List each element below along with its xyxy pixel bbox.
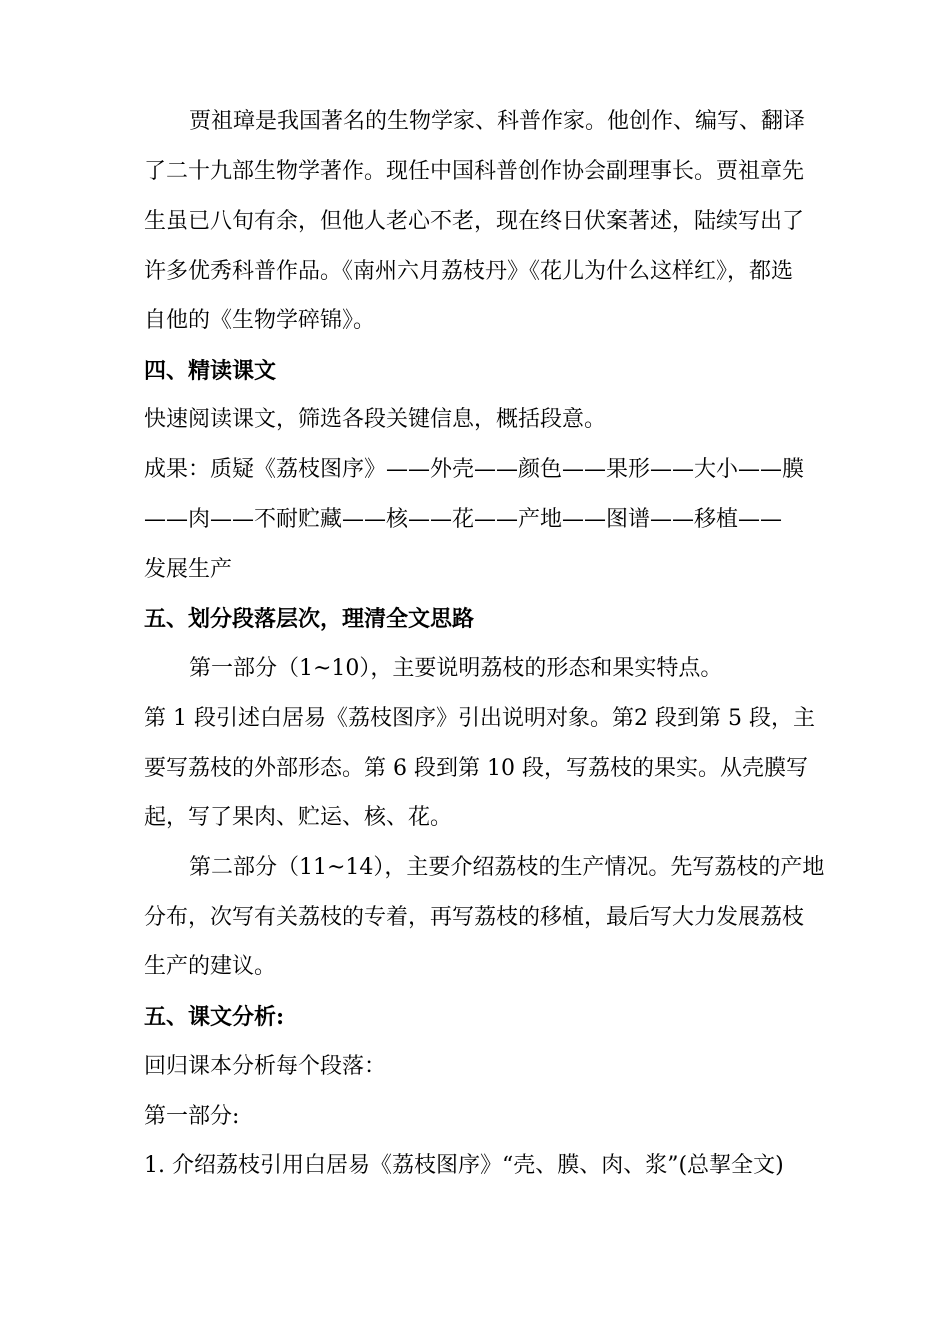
body-text-line: 贾祖璋是我国著名的生物学家、科普作家。他创作、编写、翻译 xyxy=(189,109,806,134)
body-text-line: 生虽已八旬有余，但他人老心不老，现在终日伏案著述，陆续写出了 xyxy=(144,209,805,234)
body-text-line: 快速阅读课文，筛选各段关键信息，概括段意。 xyxy=(144,407,607,432)
body-text-line: 第一部分（1~10），主要说明荔枝的形态和果实特点。 xyxy=(189,656,723,681)
body-text-line: 分布，次写有关荔枝的专着，再写荔枝的移植，最后写大力发展荔枝 xyxy=(144,905,805,930)
body-text-line: 许多优秀科普作品。《南州六月荔枝丹》《花儿为什么这样红》，都选 xyxy=(144,259,794,284)
body-text-line: 1. 介绍荔枝引用白居易《荔枝图序》“壳、膜、肉、浆”(总挈全文) xyxy=(144,1153,784,1178)
body-text-line: 第一部分: xyxy=(144,1104,240,1129)
body-text-line: 第二部分（11~14），主要介绍荔枝的生产情况。先写荔枝的产地 xyxy=(189,855,825,880)
body-text-line: 发展生产 xyxy=(144,557,233,582)
body-text-line: 起，写了果肉、贮运、核、花。 xyxy=(144,805,453,830)
body-text-line: 生产的建议。 xyxy=(144,954,277,979)
section-heading: 四、精读课文 xyxy=(144,358,277,384)
body-text-line: ——肉——不耐贮藏——核——花——产地——图谱——移植—— xyxy=(144,507,783,532)
body-text-line: 第 1 段引述白居易《荔枝图序》引出说明对象。第2 段到第 5 段，主 xyxy=(144,706,815,731)
body-text-line: 成果：质疑《荔枝图序》——外壳——颜色——果形——大小——膜 xyxy=(144,457,805,482)
body-text-line: 了二十九部生物学著作。现任中国科普创作协会副理事长。贾祖章先 xyxy=(144,159,805,184)
body-text-line: 要写荔枝的外部形态。第 6 段到第 10 段，写荔枝的果实。从壳膜写 xyxy=(144,756,808,781)
body-text-line: 自他的《生物学碎锦》。 xyxy=(144,308,376,333)
section-heading: 五、课文分析: xyxy=(144,1004,285,1030)
body-text-line: 回归课本分析每个段落： xyxy=(144,1054,387,1079)
section-heading: 五、划分段落层次，理清全文思路 xyxy=(144,606,475,632)
